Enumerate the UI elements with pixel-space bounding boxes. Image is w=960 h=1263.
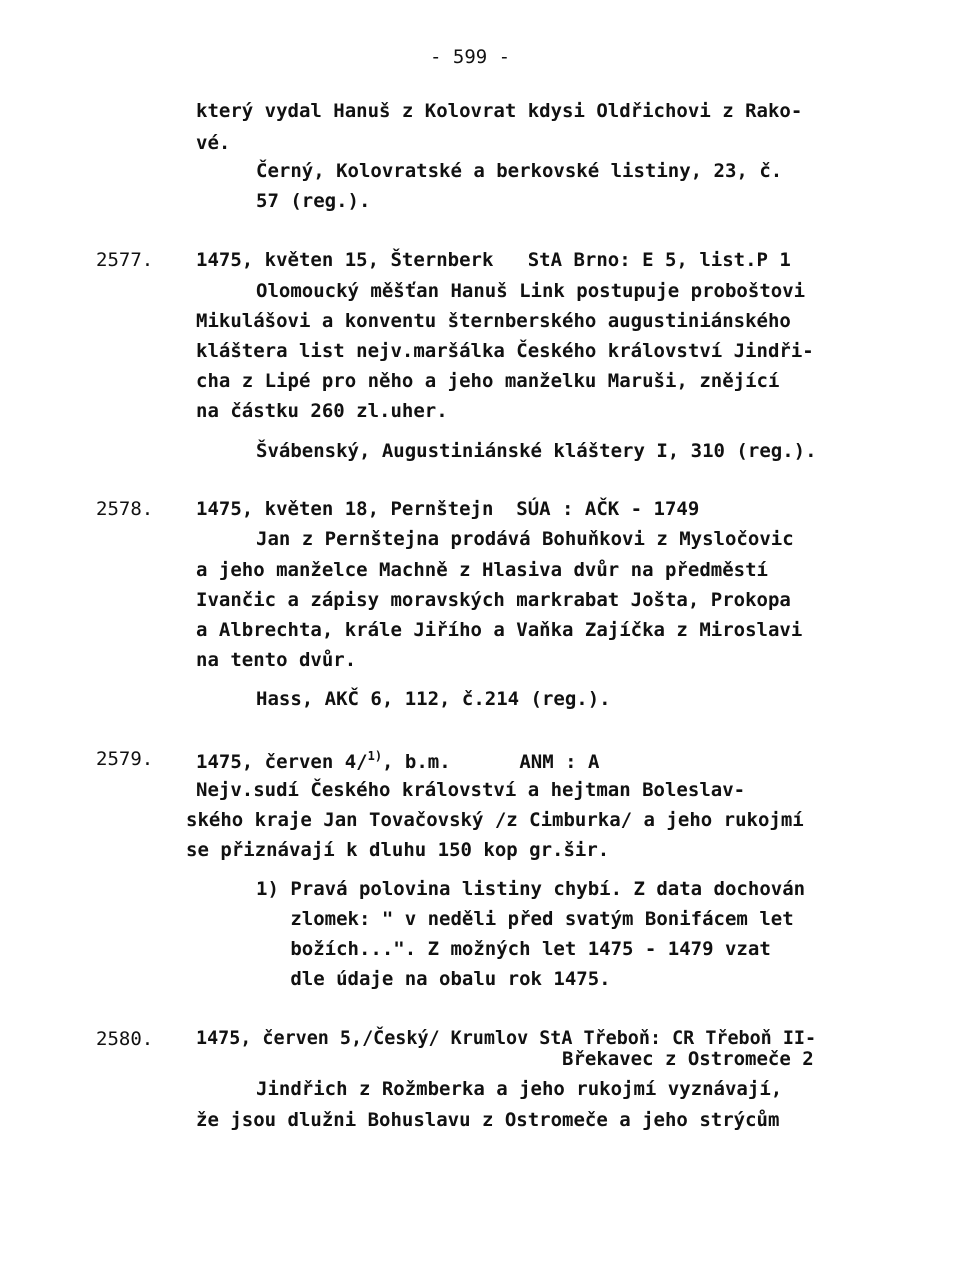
footnote-marker: 1) xyxy=(367,749,383,763)
page-number: - 599 - xyxy=(430,46,511,68)
entry-number: 2578. xyxy=(96,498,154,520)
text-line: vé. xyxy=(196,132,231,154)
text-line: Mikulášovi a konventu šternberského augustiniánského xyxy=(196,310,791,332)
citation-line: Černý, Kolovratské a berkovské listiny, 23, č. xyxy=(256,160,783,182)
citation-line: 57 (reg.). xyxy=(256,190,371,212)
entry-header: 1475, květen 15, Šternberk StA Brno: E 5, list.P 1 xyxy=(196,249,791,271)
citation-line: Švábenský, Augustiniánské kláštery I, 310 (reg.). xyxy=(256,440,817,462)
text-line: ského kraje Jan Tovačovský /z Cimburka/ a jeho rukojmí xyxy=(186,809,804,831)
entry-number: 2579. xyxy=(96,748,154,770)
text-line: cha z Lipé pro něho a jeho manželku Maruši, znějící xyxy=(196,370,780,392)
text-line: Olomoucký měšťan Hanuš Link postupuje proboštovi xyxy=(256,280,806,302)
footnote-line: zlomek: " v neděli před svatým Bonifácem let xyxy=(256,908,794,930)
text-line: Nejv.sudí Českého království a hejtman Boleslav- xyxy=(196,779,746,801)
entry-number: 2580. xyxy=(96,1028,154,1050)
text-line: a Albrechta, krále Jiřího a Vaňka Zajíčka z Miroslavi xyxy=(196,619,803,641)
text-line: kláštera list nejv.maršálka Českého království Jindři- xyxy=(196,340,814,362)
entry-number: 2577. xyxy=(96,249,154,271)
text-line: Jan z Pernštejna prodává Bohuňkovi z Mysločovic xyxy=(256,528,794,550)
entry-header-archive: , b.m. ANM : A xyxy=(382,751,600,773)
footnote-line: 1) Pravá polovina listiny chybí. Z data dochován xyxy=(256,878,806,900)
citation-line: Hass, AKČ 6, 112, č.214 (reg.). xyxy=(256,688,611,710)
entry-header: 1475, červen 5,/Český/ Krumlov StA Třeboň: CR Třeboň II- xyxy=(196,1028,817,1049)
text-line: který vydal Hanuš z Kolovrat kdysi Oldřichovi z Rako- xyxy=(196,100,803,122)
entry-header-continued: Břekavec z Ostromeče 2 xyxy=(562,1048,814,1070)
footnote-line: dle údaje na obalu rok 1475. xyxy=(256,968,611,990)
entry-header-date: 1475, červen 4/ xyxy=(196,751,368,773)
text-line: že jsou dlužni Bohuslavu z Ostromeče a jeho strýcům xyxy=(196,1109,780,1131)
text-line: se přiznávají k dluhu 150 kop gr.šir. xyxy=(186,839,610,861)
entry-header: 1475, květen 18, Pernštejn SÚA : AČK - 1749 xyxy=(196,498,700,520)
entry-header xyxy=(196,750,599,772)
text-line: Ivančic a zápisy moravských markrabat Jošta, Prokopa xyxy=(196,589,791,611)
footnote-line: božích...". Z možných let 1475 - 1479 vzat xyxy=(256,938,771,960)
text-line: na částku 260 zl.uher. xyxy=(196,400,448,422)
text-line: Jindřich z Rožmberka a jeho rukojmí vyznávají, xyxy=(256,1078,783,1100)
text-line: a jeho manželce Machně z Hlasiva dvůr na předměstí xyxy=(196,559,768,581)
text-line: na tento dvůr. xyxy=(196,649,357,671)
